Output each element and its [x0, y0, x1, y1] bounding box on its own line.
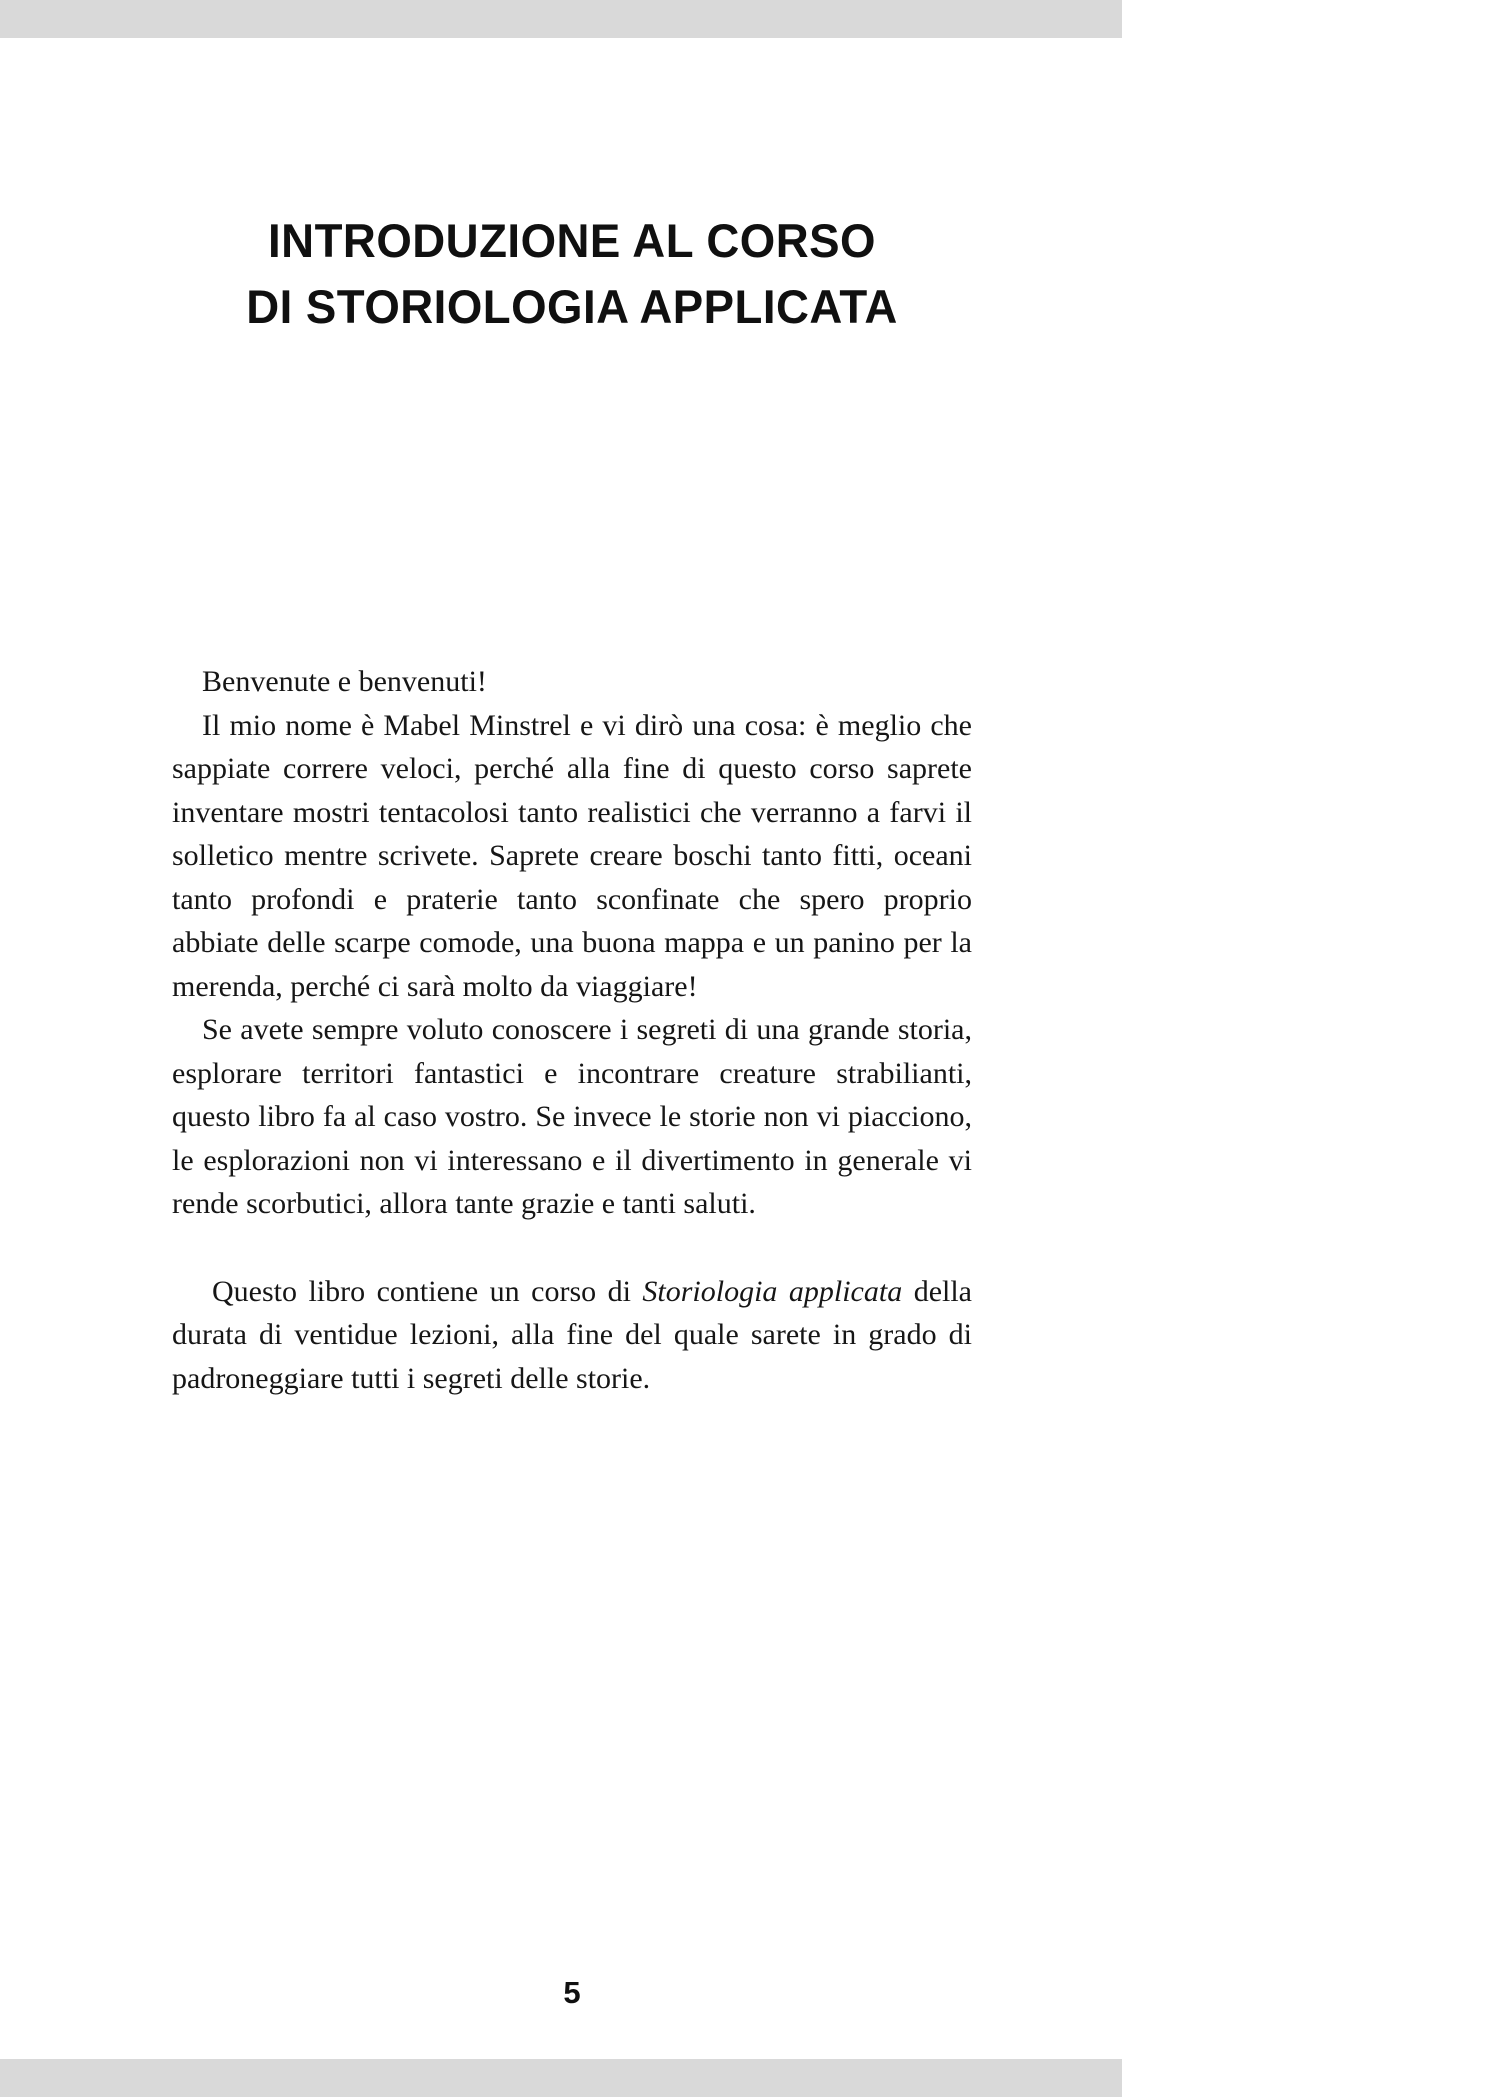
page-number: 5: [563, 1975, 581, 2010]
paragraph-course-description-after: della durata di ventidue lezioni, alla fine del quale sarete in grado di padroneggiare tutti i segreti delle storie.: [172, 1274, 972, 1395]
course-name-italic: Storiologia applicata: [642, 1274, 903, 1308]
paragraph-pitch: Se avete sempre voluto conoscere i segreti di una grande storia, esplorare territori fantastici e incontrare creature strabilianti, questo libro fa al caso vostro. Se invece le storie non vi piacciono, le esplorazioni non vi interessano e il divertimento in generale vi rende scorbutici, allora tante grazie e tanti saluti.: [172, 1013, 972, 1220]
paragraph-greeting: Benvenute e benvenuti!: [202, 665, 487, 698]
paragraph-course-description: [172, 1270, 972, 1401]
paragraph-course-description-before: Questo libro contiene un corso di: [212, 1274, 643, 1308]
page-bottom-scan-edge: [0, 2059, 1122, 2097]
chapter-title-line-2: DI STORIOLOGIA APPLICATA: [246, 280, 898, 333]
chapter-title: [184, 208, 960, 340]
page-content-column: [172, 0, 972, 1400]
paragraph-intro: Il mio nome è Mabel Minstrel e vi dirò una cosa: è meglio che sappiate correre veloci, perché alla fine di questo corso saprete inventare mostri tentacolosi tanto realistici che verranno a farvi il solletico mentre scrivete. Saprete creare boschi tanto fitti, oceani tanto profondi e praterie tanto sconfinate che spero proprio abbiate delle scarpe comode, una buona mappa e un panino per la merenda, perché ci sarà molto da viaggiare!: [172, 708, 972, 1003]
chapter-title-line-1: INTRODUZIONE AL CORSO: [268, 214, 876, 267]
body-text: [172, 660, 972, 1400]
